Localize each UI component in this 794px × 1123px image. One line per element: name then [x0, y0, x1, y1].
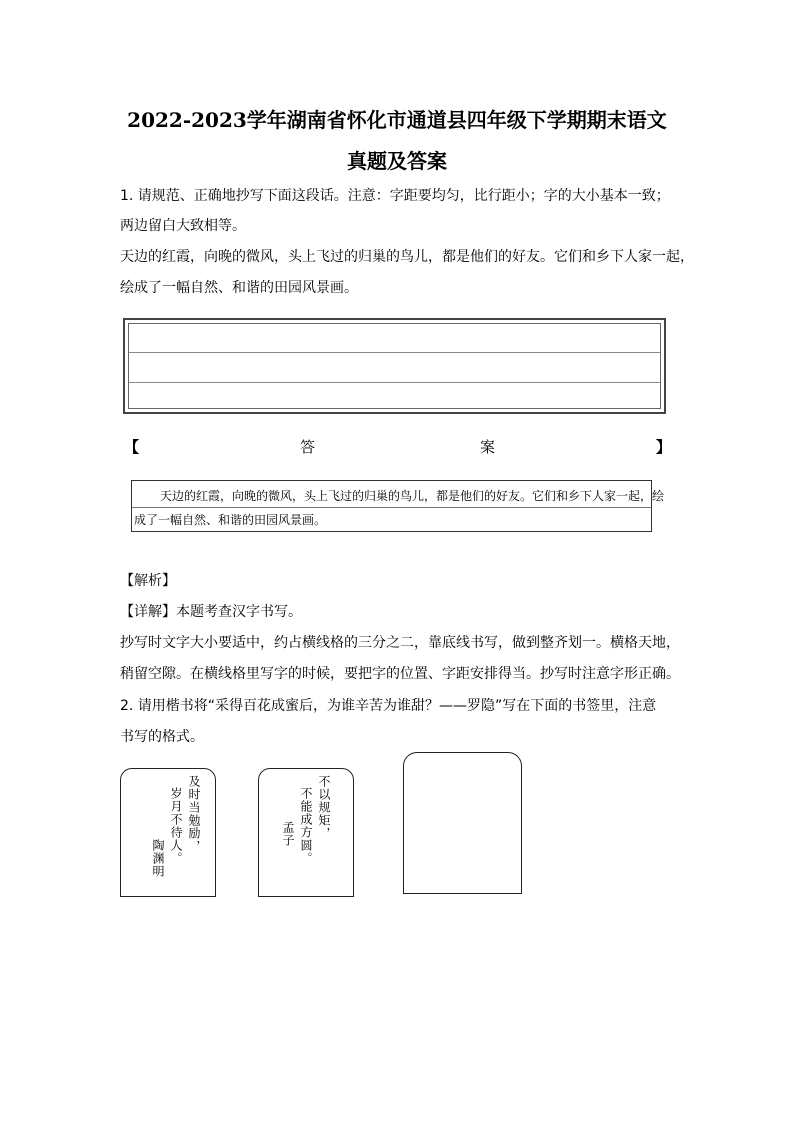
- answer-box: [131, 480, 665, 532]
- analysis-detail: 【详解】本题考查汉字书写。: [120, 604, 302, 620]
- answer-header: [120, 436, 670, 456]
- analysis-line1: 抄写时文字大小要适中，约占横线格的三分之二，靠底线书写，做到整齐划一。横格天地，: [120, 635, 680, 651]
- answer-bracket-close: 】: [656, 438, 672, 456]
- question-1-line2: 两边留白大致相等。: [120, 218, 246, 234]
- answer-line2: 成了一幅自然、和谐的田园风景画。: [132, 507, 651, 533]
- analysis-header: 【解析】: [120, 573, 176, 589]
- bookmark-1-col3: 陶渊明: [151, 839, 165, 878]
- page-title-line1: 2022-2023学年湖南省怀化市通道县四年级下学期期末语文: [127, 108, 667, 132]
- bookmark-blank[interactable]: [403, 752, 522, 894]
- writing-rule-1: [129, 352, 660, 353]
- question-2-line2: 书写的格式。: [120, 729, 204, 745]
- writing-grid-inner: [128, 323, 661, 409]
- writing-grid: [123, 318, 666, 414]
- bookmark-2-col3: 孟子: [281, 821, 295, 847]
- answer-char-2: 案: [480, 438, 496, 456]
- question-1-passage-line2: 绘成了一幅自然、和谐的田园风景画。: [120, 280, 358, 296]
- writing-rule-2: [129, 382, 660, 383]
- question-2-line1: 2. 请用楷书将“采得百花成蜜后，为谁辛苦为谁甜？——罗隐”写在下面的书签里，注意: [120, 698, 657, 714]
- question-1-passage-line1: 天边的红霞，向晚的微风，头上飞过的归巢的鸟儿，都是他们的好友。它们和乡下人家一起，: [120, 249, 694, 265]
- bookmark-2-col1: 不以规矩，: [317, 775, 331, 840]
- bookmark-1-col1: 及时当勉励，: [187, 775, 201, 853]
- page-title-line2: 真题及答案: [347, 149, 447, 173]
- question-1-line1: 1. 请规范、正确地抄写下面这段话。注意：字距要均匀，比行距小；字的大小基本一致；: [120, 188, 670, 204]
- answer-line1: 天边的红霞，向晚的微风，头上飞过的归巢的鸟儿，都是他们的好友。它们和乡下人家一起，绘: [160, 489, 665, 503]
- answer-char-1: 答: [300, 438, 316, 456]
- bookmark-2: [258, 768, 354, 897]
- analysis-line2: 稍留空隙。在横线格里写字的时候，要把字的位置、字距安排得当。抄写时注意字形正确。: [120, 666, 680, 682]
- bookmark-2-col2: 不能成方圆。: [299, 787, 313, 865]
- bookmark-1-col2: 岁月不待人。: [169, 787, 183, 865]
- answer-bracket-open: 【: [124, 438, 140, 456]
- bookmark-1: [120, 768, 216, 897]
